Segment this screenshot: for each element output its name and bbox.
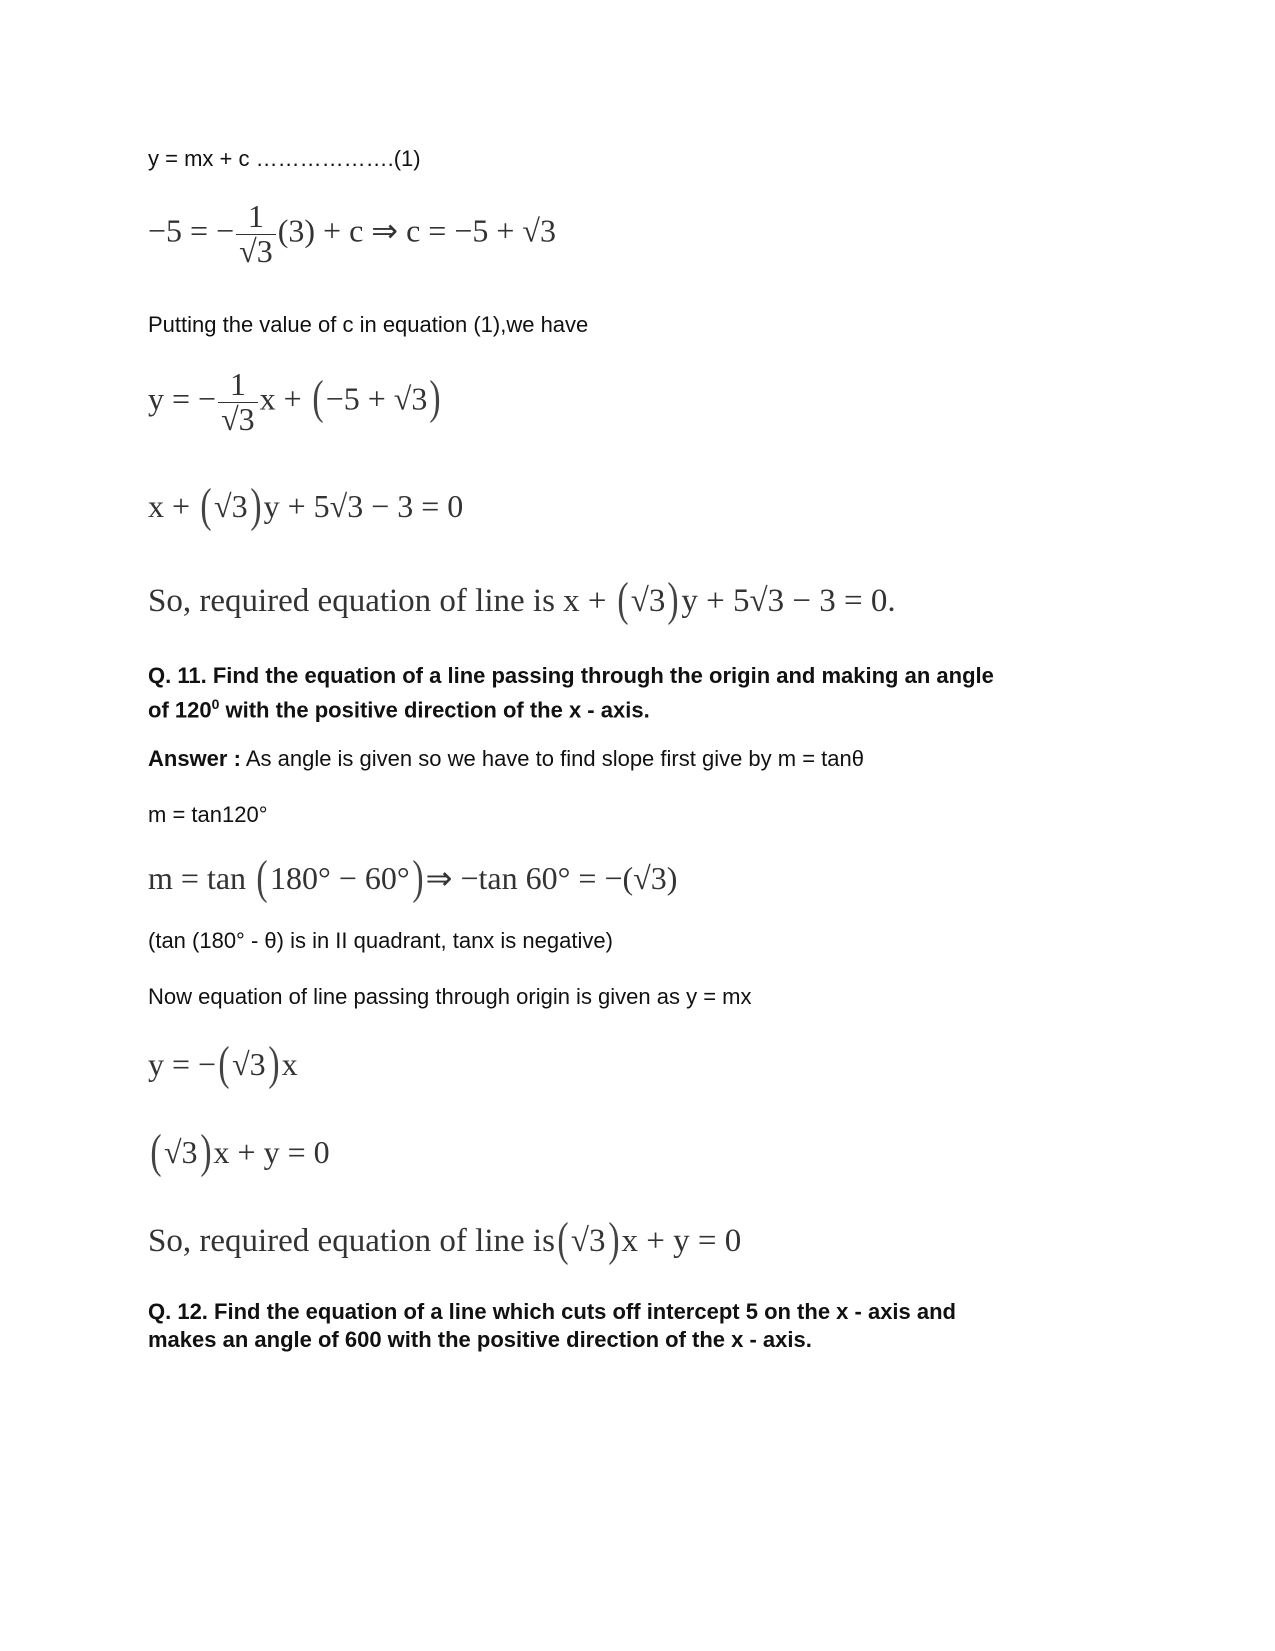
eq7-inner: √3	[232, 1046, 266, 1082]
eq7-a: y = −	[148, 1046, 217, 1082]
eq5-b: y + 5√3 − 3 = 0.	[681, 583, 896, 619]
q12-line2: makes an angle of 600 with the positive direction of the x - axis.	[148, 1327, 812, 1352]
question-11	[148, 662, 994, 724]
paren-right: )	[268, 1037, 280, 1090]
equation-slope	[148, 850, 677, 905]
fraction-denominator: √3	[236, 234, 276, 269]
q12-line1: Q. 12. Find the equation of a line which cuts off intercept 5 on the x - axis and	[148, 1299, 956, 1324]
paren-left: (	[150, 1125, 162, 1178]
paren-right: )	[199, 1125, 212, 1178]
paren-right: )	[429, 371, 441, 425]
paren-left: (	[557, 1213, 569, 1266]
m-tan-line: m = tan120°	[148, 802, 268, 827]
equation-1: y = mx + c ……………….(1)	[148, 146, 421, 171]
paren-right: )	[412, 851, 424, 904]
eq5-a: So, required equation of line is x +	[148, 583, 607, 619]
paren-left: (	[256, 851, 268, 904]
eq4-inner: √3	[214, 488, 248, 524]
eq6-b: ⇒ −tan 60° = −(√3)	[425, 860, 678, 896]
fraction-denominator: √3	[218, 402, 258, 437]
answer-label: Answer :	[148, 746, 241, 771]
conclusion-q10	[148, 572, 896, 627]
q11-line1: Q. 11. Find the equation of a line passing through the origin and making an angle	[148, 663, 994, 688]
eq5-inner: √3	[630, 583, 666, 619]
eq8-inner: √3	[163, 1134, 198, 1170]
conclusion-q11	[148, 1212, 741, 1267]
fraction	[236, 200, 276, 268]
quadrant-note: (tan (180° - θ) is in II quadrant, tanx is negative)	[148, 928, 613, 953]
putting-text: Putting the value of c in equation (1),we have	[148, 312, 589, 337]
equation-rearranged	[148, 478, 463, 533]
answer-text: As angle is given so we have to find slope first give by m = tanθ	[240, 746, 864, 771]
eq9-b: x + y = 0	[621, 1223, 742, 1259]
equation-substituted	[148, 368, 443, 436]
paren-left: (	[617, 573, 629, 626]
eq9-a: So, required equation of line is	[148, 1223, 555, 1259]
eq8-b: x + y = 0	[213, 1134, 330, 1170]
paren-right: )	[667, 573, 679, 626]
answer-line	[148, 746, 864, 772]
fraction-numerator: 1	[247, 198, 264, 234]
fraction	[218, 368, 258, 436]
equation-final	[148, 1124, 330, 1179]
fraction-numerator: 1	[229, 366, 246, 402]
eq4-a: x +	[148, 488, 191, 524]
now-text: Now equation of line passing through origin is given as y = mx	[148, 984, 752, 1009]
paren-right: )	[607, 1213, 620, 1266]
paren-right: )	[249, 479, 262, 532]
eq9-inner: √3	[570, 1223, 606, 1259]
eq3-mid: x +	[259, 380, 302, 417]
equation-y	[148, 1036, 298, 1091]
paren-left: (	[312, 371, 324, 425]
question-12	[148, 1298, 956, 1354]
eq2-lhs: −5 = −	[148, 212, 235, 249]
eq3-lhs: y = −	[148, 380, 217, 417]
equation-c-value	[148, 200, 556, 268]
eq4-b: y + 5√3 − 3 = 0	[263, 488, 464, 524]
eq6-inner: 180° − 60°	[270, 860, 410, 896]
eq6-a: m = tan	[148, 860, 247, 896]
eq7-b: x	[281, 1046, 298, 1082]
eq2-rhs: (3) + c ⇒ c = −5 + √3	[277, 212, 556, 249]
paren-left: (	[200, 479, 212, 532]
paren-left: (	[218, 1037, 230, 1090]
eq3-inner: −5 + √3	[325, 380, 428, 417]
q11-line2: of $120^0$ with the positive direction of the x - axis.	[148, 696, 650, 723]
